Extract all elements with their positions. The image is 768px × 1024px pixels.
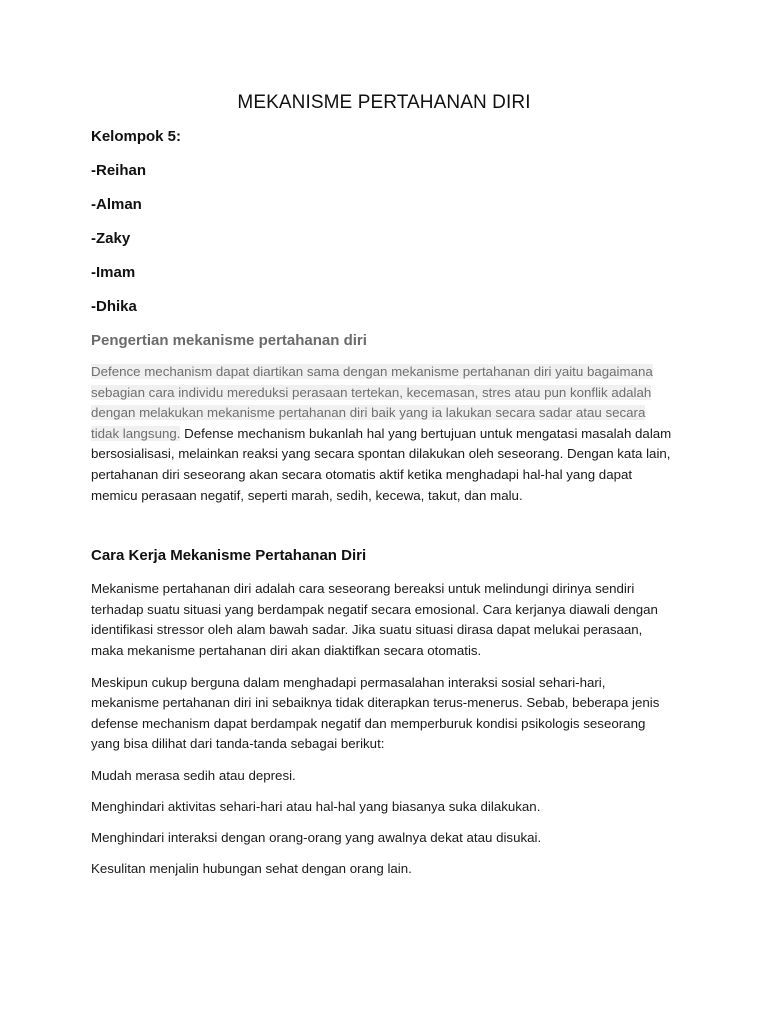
body-paragraph: Mekanisme pertahanan diri adalah cara seseorang bereaksi untuk melindungi dirinya sendiri terhadap suatu situasi yang berdampak negatif secara emosional. Cara kerjanya diawali dengan identifikasi stressor oleh alam bawah sadar. Jika suatu situasi dirasa dapat melukai perasaan, maka mekanisme pertahanan diri akan diaktifkan secara otomatis. <box>91 581 658 658</box>
section-heading-pengertian: Pengertian mekanisme pertahanan diri <box>91 332 367 349</box>
member-item: -Reihan <box>91 162 147 179</box>
member-item: -Dhika <box>91 298 137 315</box>
body-paragraph: Meskipun cukup berguna dalam menghadapi permasalahan interaksi sosial sehari-hari, mekanisme pertahanan diri ini sebaiknya tidak diterapkan terus-menerus. Sebab, beberapa jenis defense mechanism dapat berdampak negatif dan memperburuk kondisi psikologis seseorang yang bisa dilihat dari tanda-tanda sebagai berikut: <box>91 674 660 752</box>
sign-item: Menghindari interaksi dengan orang-orang yang awalnya dekat atau disukai. <box>91 829 542 845</box>
document-content <box>91 92 677 890</box>
member-item: -Imam <box>91 264 136 281</box>
section-heading-cara-kerja: Cara Kerja Mekanisme Pertahanan Diri <box>91 547 367 565</box>
group-heading: Kelompok 5: <box>91 128 182 145</box>
highlighted-text: Defence mechanism dapat diartikan sama dengan mekanisme pertahanan diri yaitu bagaimana sebagian cara individu mereduksi perasaan tertekan, kecemasan, stres atau pun konflik adalah dengan melakukan mekanisme pertahanan diri baik yang ia lakukan secara sadar atau secara tidak langsung. <box>91 364 653 441</box>
sign-item: Menghindari aktivitas sehari-hari atau hal-hal yang biasanya suka dilakukan. <box>91 798 541 814</box>
definition-paragraph <box>91 362 677 506</box>
member-item: -Zaky <box>91 230 131 247</box>
document-title: MEKANISME PERTAHANAN DIRI <box>237 92 531 113</box>
signs-list <box>91 766 677 879</box>
definition-body-text: Defense mechanism bukanlah hal yang bertujuan untuk mengatasi masalah dalam bersosialisasi, melainkan reaksi yang secara spontan dilakukan oleh seseorang. Dengan kata lain, pertahanan diri seseorang akan secara otomatis aktif ketika menghadapi hal-hal yang dapat memicu perasaan negatif, seperti marah, sedih, kecewa, takut, dan malu. <box>91 425 672 503</box>
sign-item: Mudah merasa sedih atau depresi. <box>91 767 296 783</box>
member-item: -Alman <box>91 196 142 213</box>
member-list <box>91 160 677 317</box>
section-spacer <box>91 517 677 545</box>
sign-item: Kesulitan menjalin hubungan sehat dengan orang lain. <box>91 860 412 876</box>
